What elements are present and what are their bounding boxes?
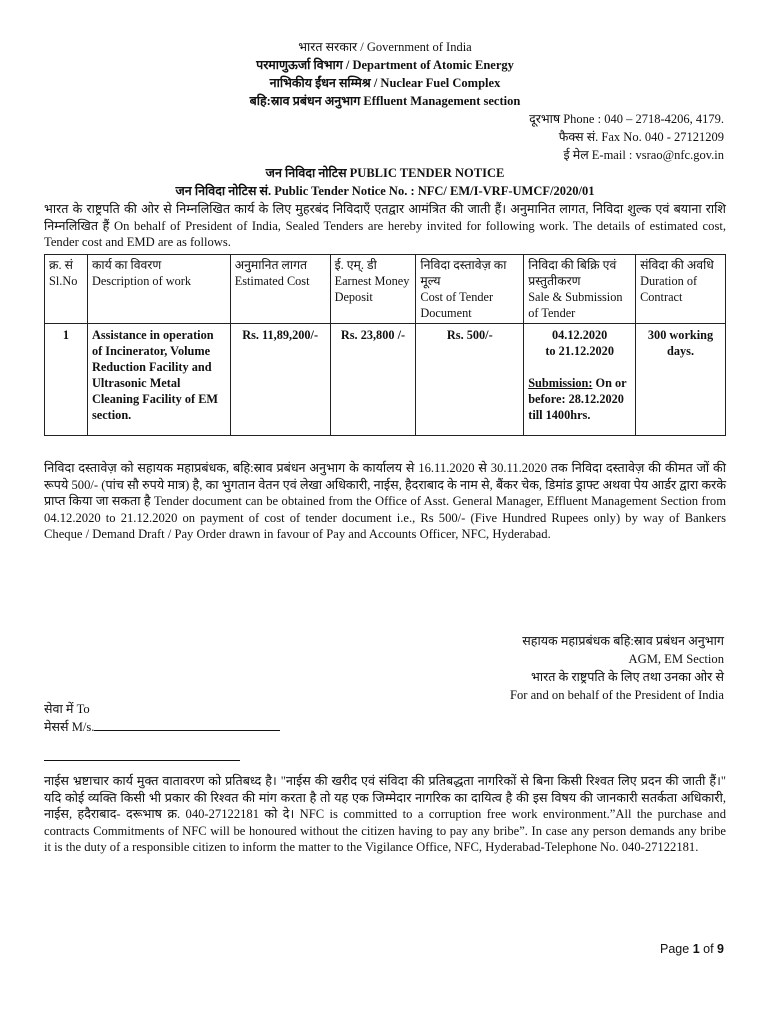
- submission-label: Submission:: [528, 376, 593, 390]
- signature-line-agm: AGM, EM Section: [628, 652, 724, 666]
- contact-email: ई मेल E-mail : vsrao@nfc.gov.in: [563, 148, 724, 162]
- availability-paragraph: निविदा दस्तावेज़ को सहायक महाप्रबंधक, बहि:स्राव प्रबंधन अनुभाग के कार्यालय से 16.11.2020 से 30.11.2020 तक निविदा दस्तावेज़ की कीमत जों की रूपये 500/- (पांच सौ रुपये मात्र) है, का भुगतान वेतन एवं लेखा अधिकारी, नाईस, हैदराबाद के नाम से, बैंकर चेक, डिमांड ड्राफ्ट अथवा पेय आर्डर द्वारा करके प्राप्त किया जा सकता है Tender document can be obtained from the Office of Asst. General Manager, Effluent Management Section from 04.12.2020 to 21.12.2020 on payment of cost of tender document i.e., Rs 500/- (Five Hundred Rupees only) by way of Bankers Cheque / Demand Draft / Pay Order drawn in favour of Pay and Accounts Officer, NFC, Hyderabad.: [44, 461, 726, 541]
- cell-emd: Rs. 23,800 /-: [330, 324, 416, 436]
- vigilance-paragraph: नाईस भ्रष्टाचार कार्य मुक्त वातावरण को प्रतिबध्द है। "नाईस की खरीद एवं संविदा की प्रतिबद्धता नागरिकों से बिना किसी रिश्वत लिए प्रदन की जाती हैं।" यदि कोई व्यक्ति किसी भी प्रकार की रिश्वत की मांग करता है तो यह एक जिम्मेदार नागरिक का दायित्व है की इस विषय की जानकारी सतर्कता अधिकारी, नाईस, हदैराबाद- दरूभाष क्र. 040-27122181 को दे। NFC is committed to a corruption free work environment.”All the purchase and contracts Commitments of NFC will be honoured without the citizen having to pay any bribe”. In case any person demands any bribe it is the duty of a responsible citizen to inform the matter to the Vigilance Office, NFC, Hyderabad-Telephone No. 040-27122181.: [44, 774, 726, 854]
- header-line-department: परमाणुऊर्जा विभाग / Department of Atomic Energy: [256, 58, 514, 72]
- tender-table: [44, 254, 726, 436]
- signature-line-behalf: For and on behalf of the President of India: [509, 688, 724, 702]
- cell-duration: 300 working days.: [636, 324, 726, 436]
- sale-from: 04.12.2020: [551, 328, 608, 342]
- col-header-description: कार्य का विवरण Description of work: [87, 255, 230, 324]
- notice-number: जन निविदा नोटिस सं. Public Tender Notice No. : NFC/ EM/I-VRF-UMCF/2020/01: [175, 184, 595, 198]
- header-line-section: बहि:स्राव प्रबंधन अनुभाग Effluent Management section: [249, 94, 521, 108]
- addressee-ms: मेसर्स M/s.: [44, 718, 280, 737]
- submission-text: On or before: 28.12.2020 till 1400hrs.: [528, 376, 627, 422]
- cell-estimated-cost: Rs. 11,89,200/-: [230, 324, 330, 436]
- col-header-emd: ई. एम्. डी Earnest Money Deposit: [330, 255, 416, 324]
- intro-paragraph: भारत के राष्ट्रपति की ओर से निम्नलिखित कार्य के लिए मुहरबंद निविदाएँ एतद्वार आमंत्रित की जाती हैं। अनुमानित लागत, निविदा शुल्क एवं बयाना राशि निम्नलिखित हैं On behalf of President of India, Sealed Tenders are hereby invited for following work. The details of estimated cost, Tender cost and EMD are as follows.: [44, 202, 726, 249]
- table-header-row: [45, 255, 726, 324]
- cell-tender-cost: Rs. 500/-: [416, 324, 524, 436]
- page-number: Page 1 of 9: [660, 942, 724, 956]
- contact-phone: दूरभाष Phone : 040 – 2718-4206, 4179.: [529, 112, 724, 126]
- signature-line-hindi-behalf: भारत के राष्ट्रपति के लिए तथा उनका ओर से: [531, 670, 724, 684]
- sale-to: to 21.12.2020: [545, 344, 614, 358]
- cell-description: Assistance in operation of Incinerator, Volume Reduction Facility and Ultrasonic Metal Cleaning Facility of EM section.: [87, 324, 230, 436]
- col-header-slno: क्र. सं Sl.No: [45, 255, 88, 324]
- signature-line-hindi-title: सहायक महाप्रबंधक बहि:स्राव प्रबंधन अनुभाग: [522, 634, 724, 648]
- contact-fax: फैक्स सं. Fax No. 040 - 27121209: [558, 130, 724, 144]
- cell-sale-submission: [524, 324, 636, 436]
- separator-line: [44, 760, 240, 761]
- cell-slno: 1: [45, 324, 88, 436]
- col-header-sale-submission: निविदा की बिक्रि एवं प्रस्तुतीकरण Sale & Submission of Tender: [524, 255, 636, 324]
- notice-title: जन निविदा नोटिस PUBLIC TENDER NOTICE: [265, 166, 505, 180]
- col-header-duration: संविदा की अवधि Duration of Contract: [636, 255, 726, 324]
- col-header-estimated-cost: अनुमानित लागत Estimated Cost: [230, 255, 330, 324]
- header-line-government: भारत सरकार / Government of India: [298, 40, 472, 54]
- addressee-blank-line: [94, 718, 280, 731]
- table-row: [45, 324, 726, 436]
- addressee-to: सेवा में To: [44, 702, 90, 716]
- header-line-nfc: नाभिकीय ईंधन सम्मिश्र / Nuclear Fuel Complex: [269, 76, 501, 90]
- submission-info: [528, 375, 631, 423]
- col-header-tender-cost: निविदा दस्तावेज़ का मूल्य Cost of Tender Document: [416, 255, 524, 324]
